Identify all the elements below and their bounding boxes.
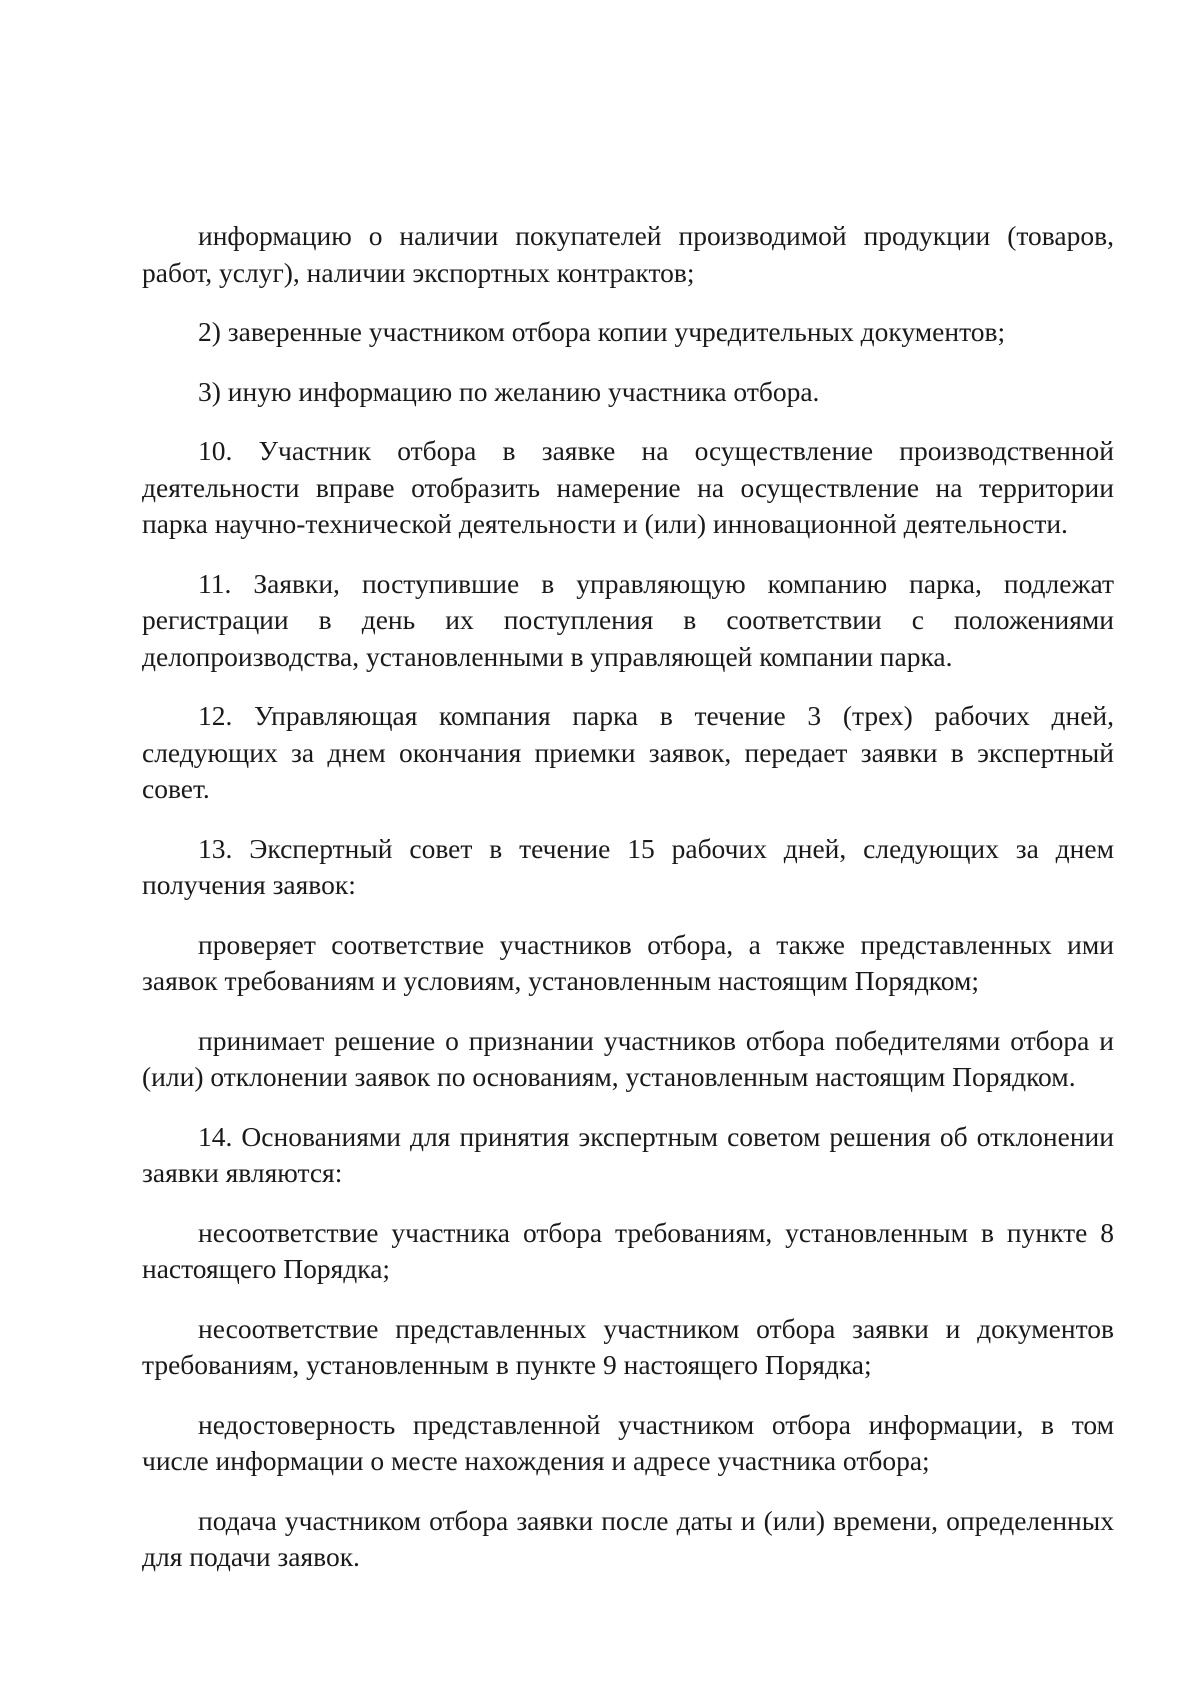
paragraph-clause-12: 12. Управляющая компания парка в течение 3 (трех) рабочих дней, следующих за днем окончания приемки заявок, передает заявки в экспертный совет. — [142, 700, 1114, 804]
paragraph-clause-13-check: проверяет соответствие участников отбора, а также представленных ими заявок требованиям и условиям, установленным настоящим Порядком; — [142, 928, 1114, 996]
paragraph-clause-14-documents: несоответствие представленных участником отбора заявки и документов требованиям, установленным в пункте 9 настоящего Порядка; — [142, 1312, 1114, 1380]
paragraph-clause-14-late: подача участником отбора заявки после даты и (или) времени, определенных для подачи заявок. — [142, 1504, 1114, 1572]
paragraph-clause-14-requirements: несоответствие участника отбора требованиям, установленным в пункте 8 настоящего Порядка; — [142, 1216, 1114, 1284]
paragraph-item-3: 3) иную информацию по желанию участника отбора. — [198, 375, 820, 407]
paragraph-clause-14: 14. Основаниями для принятия экспертным советом решения об отклонении заявки являются: — [142, 1120, 1114, 1188]
paragraph-buyers-info: информацию о наличии покупателей производимой продукции (товаров, работ, услуг), наличии экспортных контрактов; — [142, 220, 1114, 288]
paragraph-clause-10: 10. Участник отбора в заявке на осуществление производственной деятельности вправе отобразить намерение на осуществление на территории парка научно-технической деятельности и (или) инновационной деятельности. — [142, 435, 1114, 539]
paragraph-item-2: 2) заверенные участником отбора копии учредительных документов; — [198, 316, 1006, 347]
paragraph-clause-11: 11. Заявки, поступившие в управляющую компанию парка, подлежат регистрации в день их поступления в соответствии с положениями делопроизводства, установленными в управляющей компании парка. — [142, 567, 1114, 672]
paragraph-clause-13: 13. Экспертный совет в течение 15 рабочих дней, следующих за днем получения заявок: — [142, 832, 1114, 900]
document-body — [142, 218, 1114, 1599]
paragraph-clause-13-decision: принимает решение о признании участников отбора победителями отбора и (или) отклонении заявок по основаниям, установленным настоящим Порядком. — [142, 1024, 1114, 1092]
paragraph-clause-14-unreliable: недостоверность представленной участником отбора информации, в том числе информации о месте нахождения и адресе участника отбора; — [142, 1408, 1114, 1476]
